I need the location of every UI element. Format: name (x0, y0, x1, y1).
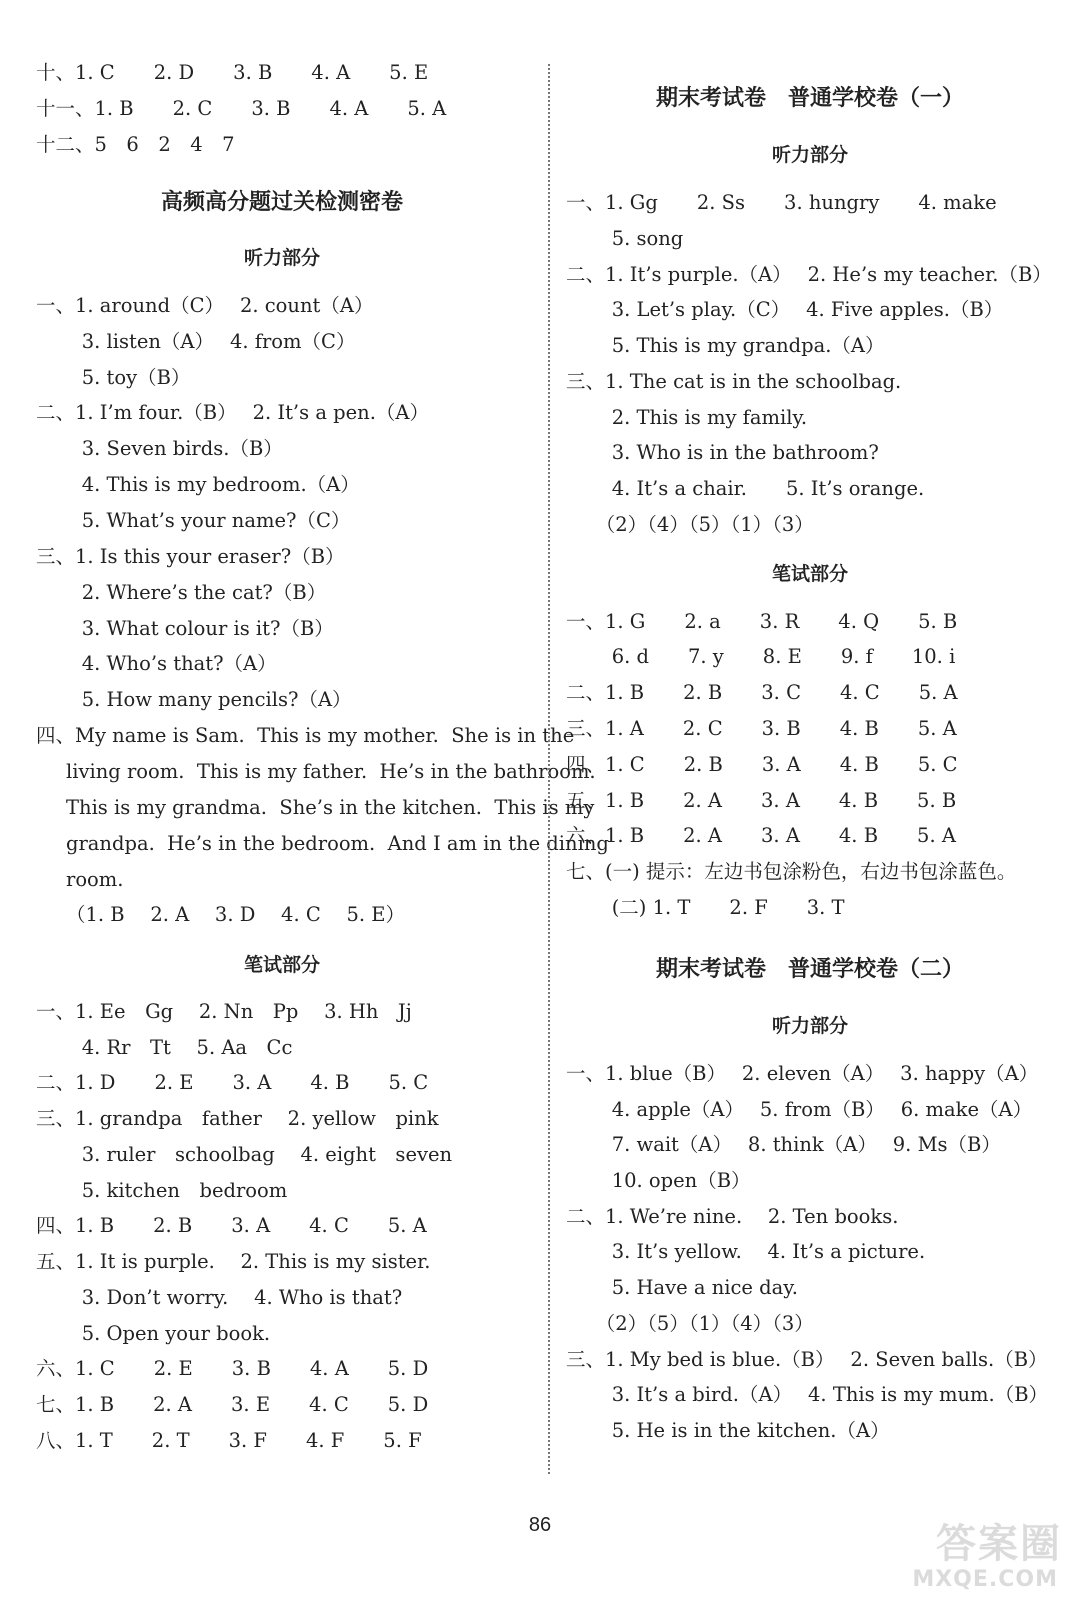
answer-line: 5. What’s your name?（C） (56, 509, 351, 532)
answer-line: 一、1. Ee Gg 2. Nn Pp 3. Hh Jj (36, 1000, 412, 1023)
answer-line: 七、(一) 提示：左边书包涂粉色，右边书包涂蓝色。 (566, 860, 1017, 883)
column-divider (548, 64, 550, 1474)
answer-line: 三、1. My bed is blue.（B） 2. Seven balls.（B） (566, 1348, 1048, 1371)
passage-line: 四、My name is Sam. This is my mother. She is in the (36, 724, 575, 747)
answer-line: 五、1. B 2. A 3. A 4. B 5. B (566, 789, 957, 812)
answer-line: 10. open（B） (586, 1169, 751, 1192)
answer-line: 一、1. around（C） 2. count（A） (36, 294, 374, 317)
answer-line: 3. It’s yellow. 4. It’s a picture. (586, 1240, 926, 1263)
passage-line: This is my grandma. She’s in the kitchen. This is my (66, 796, 595, 819)
answer-line: 一、1. Gg 2. Ss 3. hungry 4. make (566, 191, 997, 214)
answer-line: 七、1. B 2. A 3. E 4. C 5. D (36, 1393, 429, 1416)
answer-line: 3. Let’s play.（C） 4. Five apples.（B） (586, 298, 1004, 321)
answer-line: （2）（4）（5）（1）（3） (586, 513, 814, 536)
answer-line: 二、1. It’s purple.（A） 2. He’s my teacher.（B） (566, 263, 1052, 286)
watermark-logo (892, 1512, 1062, 1592)
answer-line: 4. This is my bedroom.（A） (56, 473, 360, 496)
answer-line: 3. Don’t worry. 4. Who is that? (56, 1286, 403, 1309)
answer-line: 3. ruler schoolbag 4. eight seven (56, 1143, 453, 1166)
answer-line: （2）（5）（1）（4）（3） (586, 1312, 814, 1335)
answer-line: 三、1. A 2. C 3. B 4. B 5. A (566, 717, 957, 740)
answer-line: 四、1. B 2. B 3. A 4. C 5. A (36, 1214, 427, 1237)
answer-line: 3. It’s a bird.（A） 4. This is my mum.（B） (586, 1383, 1049, 1406)
answer-line: 一、1. blue（B） 2. eleven（A） 3. happy（A） (566, 1062, 1039, 1085)
answer-line: 四、1. C 2. B 3. A 4. B 5. C (566, 753, 958, 776)
answer-line: 一、1. G 2. a 3. R 4. Q 5. B (566, 610, 958, 633)
answer-line: 二、1. B 2. B 3. C 4. C 5. A (566, 681, 958, 704)
answer-line: 4. It’s a chair. 5. It’s orange. (586, 477, 925, 500)
answer-line: 三、1. grandpa father 2. yellow pink (36, 1107, 439, 1130)
passage-line: grandpa. He’s in the bedroom. And I am in the dining (66, 832, 609, 855)
answer-line: 3. What colour is it?（B） (56, 617, 334, 640)
answer-line: 7. wait（A） 8. think（A） 9. Ms（B） (586, 1133, 1001, 1156)
answer-line: 5. kitchen bedroom (56, 1179, 288, 1202)
listening-heading: 听力部分 (243, 247, 320, 269)
answer-line: 三、1. The cat is in the schoolbag. (566, 370, 902, 393)
answer-line: 六、1. B 2. A 3. A 4. B 5. A (566, 824, 956, 847)
answer-line: 八、1. T 2. T 3. F 4. F 5. F (36, 1429, 422, 1452)
answer-line: 3. Who is in the bathroom? (586, 441, 879, 464)
answer-line: 5. Have a nice day. (586, 1276, 798, 1299)
exam1-title: 期末考试卷 普通学校卷（一） (655, 86, 964, 111)
answer-line: 3. listen（A） 4. from（C） (56, 330, 356, 353)
answer-line: 5. This is my grandpa.（A） (586, 334, 885, 357)
answer-line: 二、1. We’re nine. 2. Ten books. (566, 1205, 899, 1228)
answer-line: 4. Rr Tt 5. Aa Cc (56, 1036, 293, 1059)
answer-line: 5. toy（B） (56, 366, 191, 389)
answer-line: 2. Where’s the cat?（B） (56, 581, 327, 604)
answer-line: 4. Who’s that?（A） (56, 652, 277, 675)
answer-line: 二、1. D 2. E 3. A 4. B 5. C (36, 1071, 429, 1094)
answer-line: 六、1. C 2. E 3. B 4. A 5. D (36, 1357, 429, 1380)
written-heading: 笔试部分 (243, 954, 320, 976)
page-number: 86 (528, 1514, 552, 1536)
exam1-written-heading: 笔试部分 (771, 563, 848, 585)
answer-line: （1. B 2. A 3. D 4. C 5. E） (66, 903, 406, 926)
answer-line: 十一、1. B 2. C 3. B 4. A 5. A (36, 97, 447, 120)
answer-line: 2. This is my family. (586, 406, 808, 429)
answer-line: 4. apple（A） 5. from（B） 6. make（A） (586, 1098, 1033, 1121)
exam2-listening-heading: 听力部分 (771, 1015, 848, 1037)
answer-line: 五、1. It is purple. 2. This is my sister. (36, 1250, 431, 1273)
answer-line: (二) 1. T 2. F 3. T (586, 896, 845, 919)
watermark-url-text: MXQE.COM (912, 1567, 1058, 1592)
exam2-title: 期末考试卷 普通学校卷（二） (655, 957, 964, 982)
answer-line: 三、1. Is this your eraser?（B） (36, 545, 345, 568)
answer-line: 5. He is in the kitchen.（A） (586, 1419, 890, 1442)
section-title: 高频高分题过关检测密卷 (160, 190, 403, 215)
answer-line: 十、1. C 2. D 3. B 4. A 5. E (36, 61, 429, 84)
passage-line: room. (66, 868, 124, 891)
answer-line: 十二、5 6 2 4 7 (36, 133, 235, 156)
answer-line: 3. Seven birds.（B） (56, 437, 283, 460)
answer-line: 6. d 7. y 8. E 9. f 10. i (586, 645, 956, 668)
passage-line: living room. This is my father. He’s in the bathroom. (66, 760, 596, 783)
answer-line: 5. How many pencils?（A） (56, 688, 352, 711)
answer-line: 5. song (586, 227, 684, 250)
answer-line: 二、1. I’m four.（B） 2. It’s a pen.（A） (36, 401, 429, 424)
answer-line: 5. Open your book. (56, 1322, 271, 1345)
exam1-listening-heading: 听力部分 (771, 144, 848, 166)
watermark-logo-text: 答案圈 (936, 1521, 1062, 1567)
